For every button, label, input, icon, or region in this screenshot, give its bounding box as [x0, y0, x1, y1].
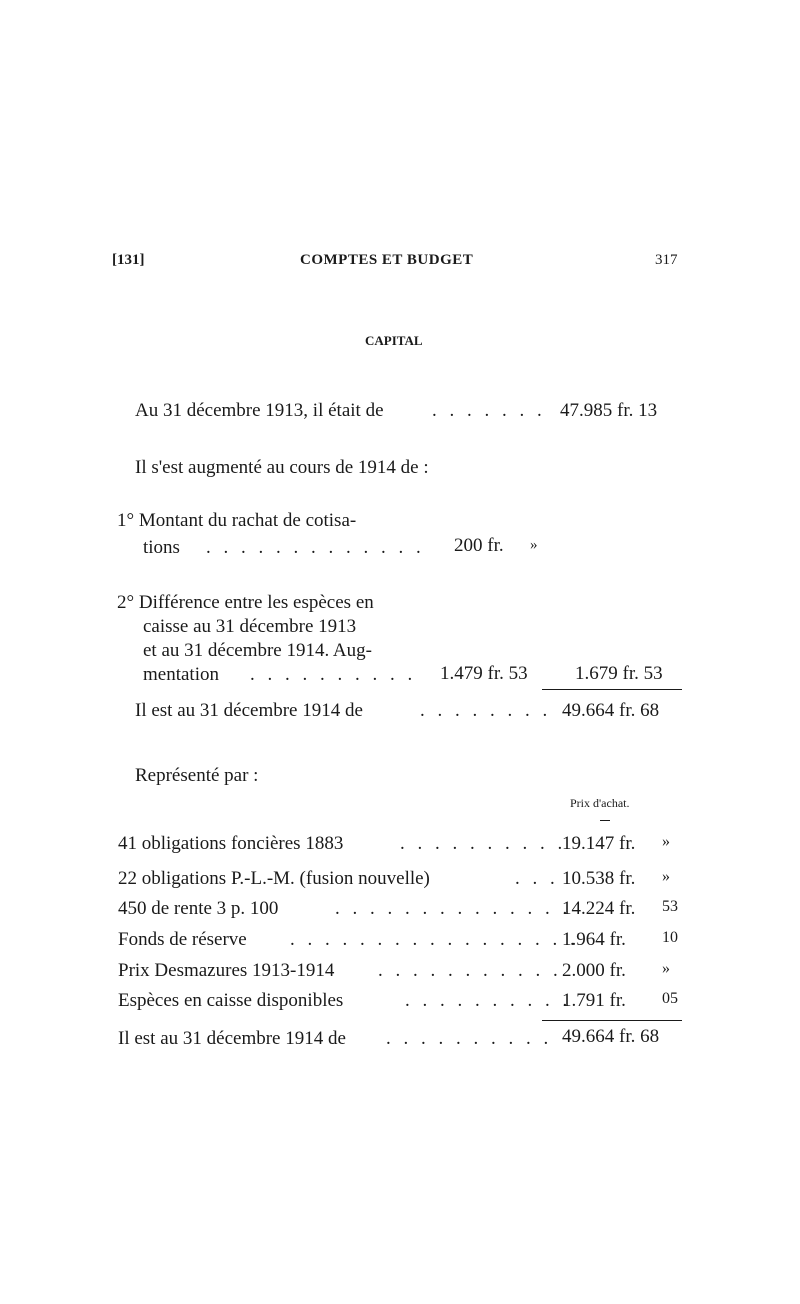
total-rule-1	[542, 689, 682, 690]
holding-dots: . . .	[515, 868, 559, 889]
holding-cents: 10	[662, 929, 678, 946]
capital-end-amount: 49.664 fr. 68	[562, 700, 660, 721]
section-title: CAPITAL	[365, 333, 423, 348]
total-rule-2	[542, 1020, 682, 1021]
holding-cents: »	[662, 868, 670, 885]
item1-dots: . . . . . . . . . . . . .	[206, 537, 425, 558]
holding-label: 22 obligations P.-L.-M. (fusion nouvelle)	[118, 868, 430, 889]
item2-line1: 2° Différence entre les espèces en	[117, 592, 374, 613]
total-label: Il est au 31 décembre 1914 de	[118, 1028, 346, 1049]
holding-dots: . . . . . . . . . .	[400, 833, 567, 854]
holding-dots: . . . . . . . . . . . . . .	[335, 898, 572, 919]
holding-cents: 53	[662, 898, 678, 915]
holding-amount: 1.791 fr.	[562, 990, 626, 1011]
capital-end-dots: . . . . . . . .	[420, 700, 552, 721]
holding-cents: 05	[662, 990, 678, 1007]
holding-label: Fonds de réserve	[118, 929, 247, 950]
page-header-title: COMPTES ET BUDGET	[300, 252, 474, 268]
increase-intro: Il s'est augmenté au cours de 1914 de :	[135, 457, 429, 478]
holding-label: 41 obligations foncières 1883	[118, 833, 344, 854]
page-number: 317	[655, 252, 678, 268]
item2-line2: caisse au 31 décembre 1913	[143, 616, 357, 637]
item2-line4: mentation	[143, 664, 219, 685]
holding-label: Prix Desmazures 1913-1914	[118, 960, 335, 981]
represented-intro: Représenté par :	[135, 765, 259, 786]
holding-amount: 2.000 fr.	[562, 960, 626, 981]
holding-dots: . . . . . . . . . . .	[378, 960, 562, 981]
item2-dots: . . . . . . . . . .	[250, 664, 417, 685]
holding-amount: 14.224 fr.	[562, 898, 636, 919]
capital-start-dots: . . . . . . .	[432, 400, 546, 421]
item2-amount: 1.479 fr. 53	[440, 663, 528, 684]
item1-line2: tions	[143, 537, 180, 558]
capital-start-amount: 47.985 fr. 13	[560, 400, 658, 421]
page-header-left: [131]	[112, 252, 145, 268]
holding-label: 450 de rente 3 p. 100	[118, 898, 279, 919]
capital-start-label: Au 31 décembre 1913, il était de	[135, 400, 384, 421]
holding-amount: 1.964 fr.	[562, 929, 626, 950]
holding-amount: 19.147 fr.	[562, 833, 636, 854]
item2-total: 1.679 fr. 53	[575, 663, 663, 684]
total-dots: . . . . . . . . . .	[386, 1028, 553, 1049]
holding-label: Espèces en caisse disponibles	[118, 990, 344, 1011]
purchase-price-header: Prix d'achat.	[570, 796, 630, 810]
capital-end-label: Il est au 31 décembre 1914 de	[135, 700, 363, 721]
item1-cents: »	[530, 537, 538, 553]
holding-cents: »	[662, 833, 670, 850]
holding-dots: . . . . . . . . . . . . . . . . .	[290, 929, 579, 950]
item1-amount: 200 fr.	[454, 535, 504, 556]
total-amount: 49.664 fr. 68	[562, 1026, 660, 1047]
item1-line1: 1° Montant du rachat de cotisa-	[117, 510, 357, 531]
column-header-dash	[600, 820, 610, 821]
item2-line3: et au 31 décembre 1914. Aug-	[143, 640, 372, 661]
holding-dots: . . . . . . . . . .	[405, 990, 572, 1011]
holding-cents: »	[662, 960, 670, 977]
holding-amount: 10.538 fr.	[562, 868, 636, 889]
